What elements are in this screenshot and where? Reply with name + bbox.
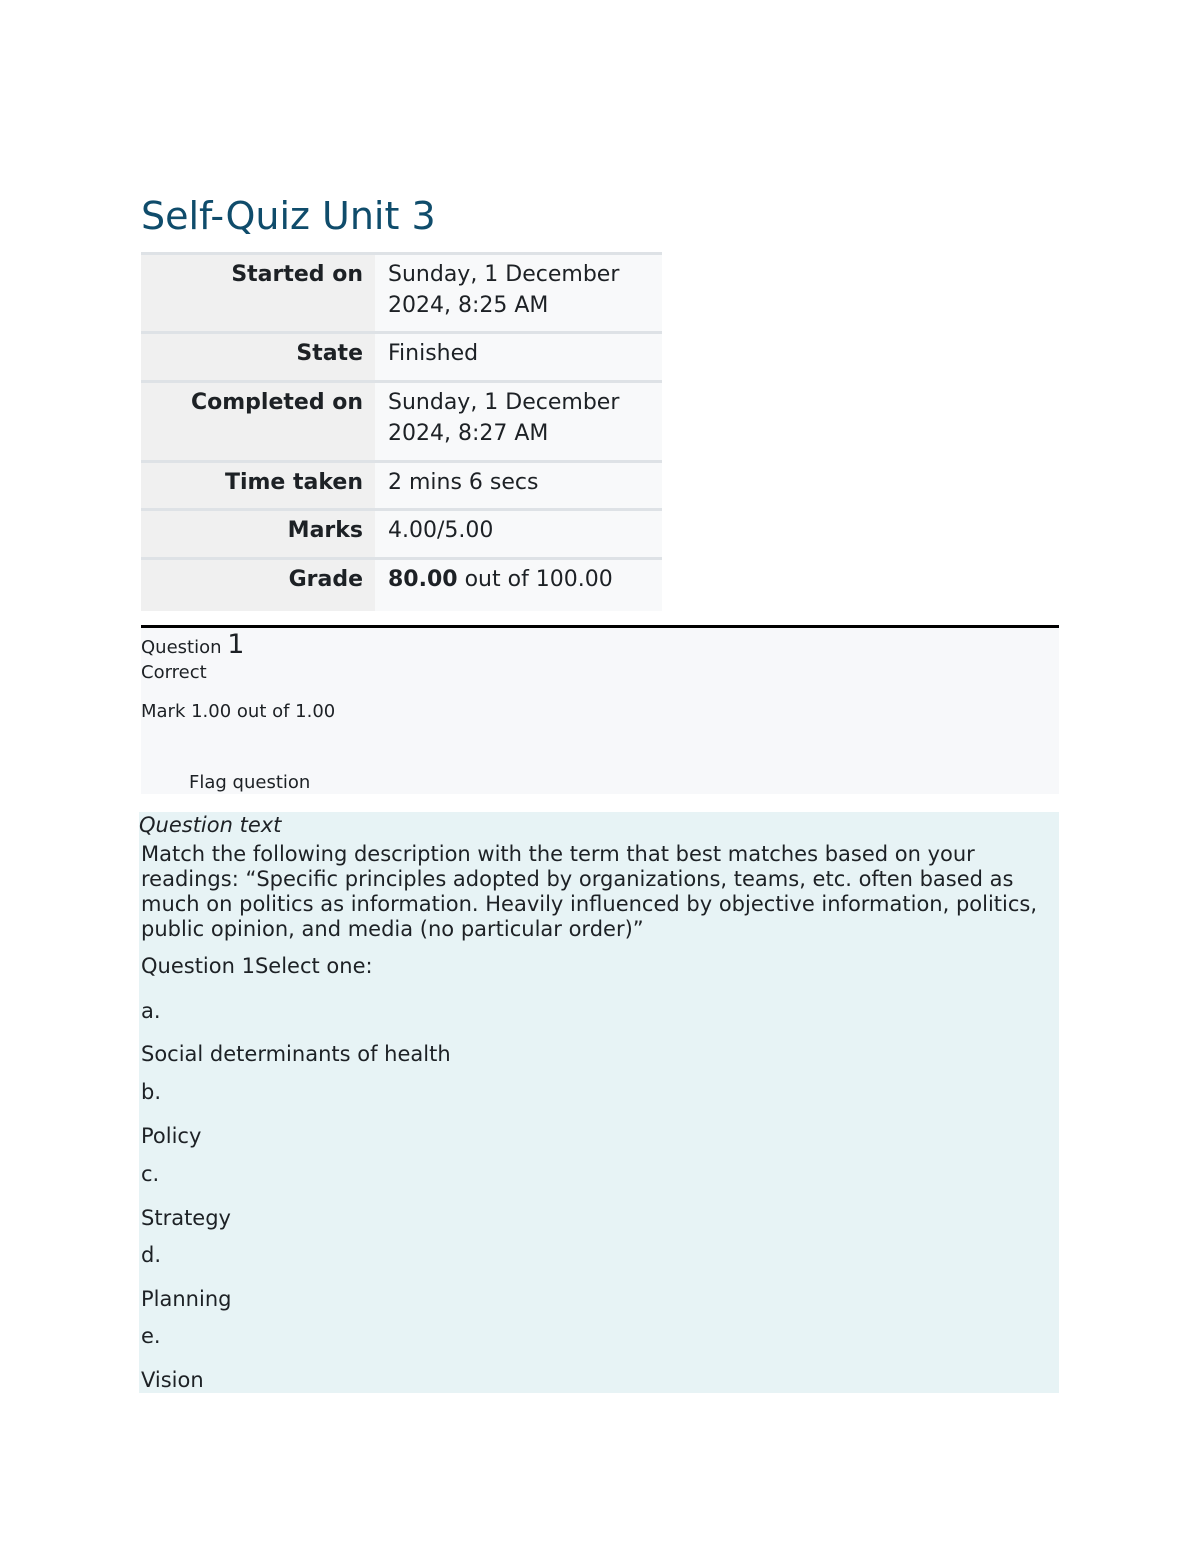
answer-c-letter: c.: [141, 1162, 160, 1186]
summary-row-grade: [141, 559, 662, 611]
question-mark: Mark 1.00 out of 1.00: [141, 701, 336, 722]
question-heading: [141, 630, 244, 663]
grade-score: 80.00: [388, 567, 458, 592]
grade-value: [375, 559, 662, 611]
answer-a-option[interactable]: Social determinants of health: [141, 1042, 451, 1066]
answer-d-option[interactable]: Planning: [141, 1287, 232, 1311]
completed-on-date: Sunday, 1 December: [388, 390, 620, 415]
completed-on-label: Completed on: [141, 382, 375, 462]
quiz-summary-table: [141, 252, 662, 611]
marks-label: Marks: [141, 510, 375, 559]
answer-c-option[interactable]: Strategy: [141, 1206, 231, 1230]
question-content: [139, 812, 1059, 1393]
answer-b-letter: b.: [141, 1080, 162, 1104]
summary-row-state: [141, 333, 662, 382]
question-info-panel: [141, 628, 1059, 794]
answer-a-letter: a.: [141, 999, 161, 1023]
answer-d-letter: d.: [141, 1243, 162, 1267]
summary-row-time-taken: [141, 462, 662, 510]
started-on-time: 2024, 8:25 AM: [388, 293, 549, 318]
question-text: Match the following description with the term that best matches based on your readings: “Specific principles adopted by organizations, teams, etc. often based as much on politics as information. Heavily influenced by objective information, politics, public opinion, and media (no particular order)”: [141, 842, 1038, 941]
completed-on-value: [375, 382, 662, 462]
started-on-date: Sunday, 1 December: [388, 262, 620, 287]
started-on-label: Started on: [141, 254, 375, 333]
answer-e-letter: e.: [141, 1324, 161, 1348]
question-label: Question: [141, 637, 228, 658]
started-on-value: [375, 254, 662, 333]
summary-row-completed: [141, 382, 662, 462]
grade-label: Grade: [141, 559, 375, 611]
time-taken-value: 2 mins 6 secs: [375, 462, 662, 510]
state-value: Finished: [375, 333, 662, 382]
flag-question-link[interactable]: Flag question: [189, 772, 311, 793]
question-text-label: Question text: [139, 813, 282, 837]
time-taken-label: Time taken: [141, 462, 375, 510]
summary-row-started: [141, 254, 662, 333]
answer-e-option[interactable]: Vision: [141, 1368, 204, 1392]
completed-on-time: 2024, 8:27 AM: [388, 421, 549, 446]
marks-value: 4.00/5.00: [375, 510, 662, 559]
grade-out-of: out of 100.00: [457, 567, 613, 592]
select-one-prompt: Question 1Select one:: [141, 954, 373, 978]
answer-b-option[interactable]: Policy: [141, 1124, 202, 1148]
question-number: 1: [227, 629, 245, 660]
question-state: Correct: [141, 662, 207, 683]
page-title: Self-Quiz Unit 3: [141, 194, 436, 238]
summary-row-marks: [141, 510, 662, 559]
state-label: State: [141, 333, 375, 382]
